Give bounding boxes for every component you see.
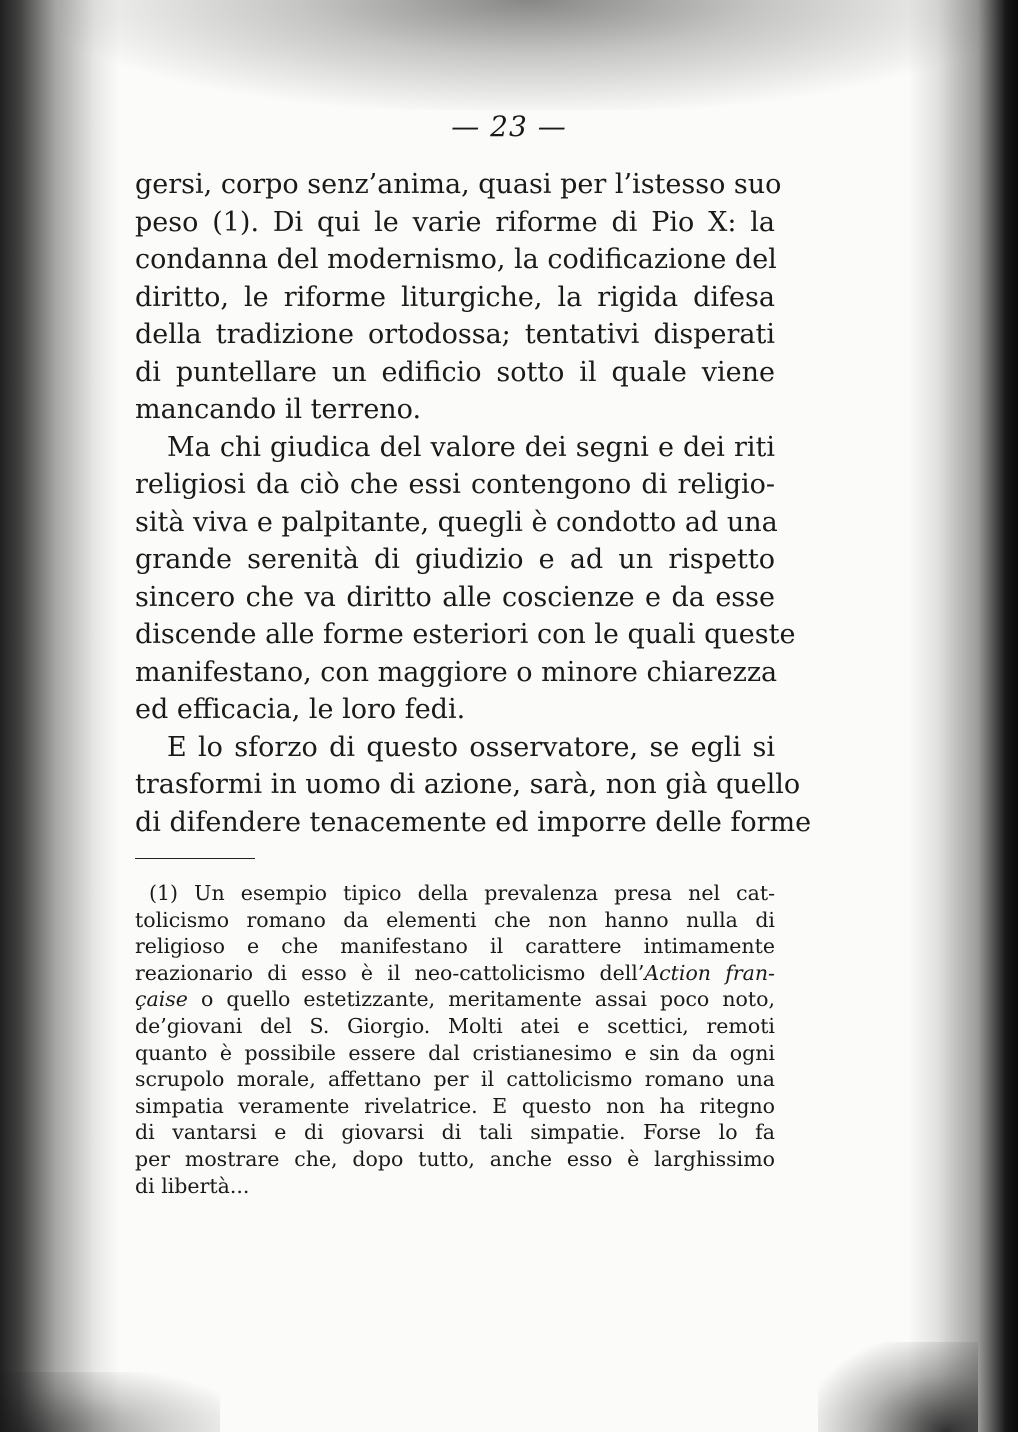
body-line: della tradizione ortodossa; tentativi disperati [135, 319, 775, 350]
footnote-line: di vantarsi e di giovarsi di tali simpatie. Forse lo fa [135, 1120, 775, 1145]
footnote-text: o quello estetizzante, meritamente assai poco noto, [187, 987, 775, 1012]
body-line: sità viva e palpitante, quegli è condotto ad una [135, 506, 778, 538]
body-text [135, 166, 812, 841]
footnote-line: (1) Un esempio tipico della prevalenza presa nel cat- [149, 881, 775, 905]
footnote-line: per mostrare che, dopo tutto, anche esso è larghissimo [135, 1146, 775, 1171]
body-line: E lo sforzo di questo osservatore, se egli si [167, 731, 775, 763]
footnote-line-with-title [135, 960, 775, 987]
body-line: religiosi da ciò che essi contengono di religio- [135, 469, 775, 500]
body-line: di difendere tenacemente ed imporre delle forme [135, 806, 812, 838]
scan-shadow-bottom-left [0, 1372, 220, 1432]
body-line: diritto, le riforme liturgiche, la rigida difesa [135, 281, 775, 313]
footnote-line: religioso e che manifestano il carattere intimamente [135, 934, 775, 959]
body-line: peso (1). Di qui le varie riforme di Pio X: la [135, 206, 775, 238]
footnote-italic-title-cont: çaise [135, 987, 188, 1012]
footnote-line: tolicismo romano da elementi che non hanno nulla di [135, 907, 775, 932]
footnote-italic-title: Action fran- [644, 960, 775, 985]
body-line: manifestano, con maggiore o minore chiarezza [135, 656, 778, 688]
body-line: gersi, corpo senz’anima, quasi per l’istesso suo [135, 169, 782, 200]
footnote-line-with-title [135, 986, 775, 1013]
footnote-line: de’giovani del S. Giorgio. Molti atei e scettici, remoti [135, 1013, 775, 1038]
scan-shadow-bottom-right [818, 1342, 978, 1432]
scan-shadow-right [908, 0, 1018, 1432]
footnote-line: di libertà... [135, 1173, 250, 1198]
body-line: discende alle forme esteriori con le quali queste [135, 619, 796, 650]
footnote-text: reazionario di esso è il neo-cattolicismo dell’ [135, 960, 645, 985]
body-line: ed efficacia, le loro fedi. [135, 694, 466, 725]
footnote-line: simpatia veramente rivelatrice. E questo non ha ritegno [135, 1093, 775, 1118]
body-line: sincero che va diritto alle coscienze e da esse [135, 581, 775, 613]
scan-shadow-top [60, 0, 1000, 110]
body-line: mancando il terreno. [135, 394, 422, 425]
body-line: di puntellare un edificio sotto il quale viene [135, 356, 775, 388]
page-number: — 23 — [451, 110, 567, 143]
footnote-line: quanto è possibile essere dal cristianesimo e sin da ogni [135, 1040, 775, 1065]
body-line: Ma chi giudica del valore dei segni e dei riti [167, 431, 775, 463]
footnote-rule [135, 858, 255, 859]
scan-shadow-left [0, 0, 120, 1432]
body-line: condanna del modernismo, la codificazione del [135, 244, 777, 275]
body-line: grande serenità di giudizio e ad un rispetto [135, 544, 775, 575]
footnote [135, 880, 775, 1199]
footnote-line: scrupolo morale, affettano per il cattolicismo romano una [135, 1067, 775, 1092]
body-line: trasformi in uomo di azione, sarà, non già quello [135, 769, 801, 800]
